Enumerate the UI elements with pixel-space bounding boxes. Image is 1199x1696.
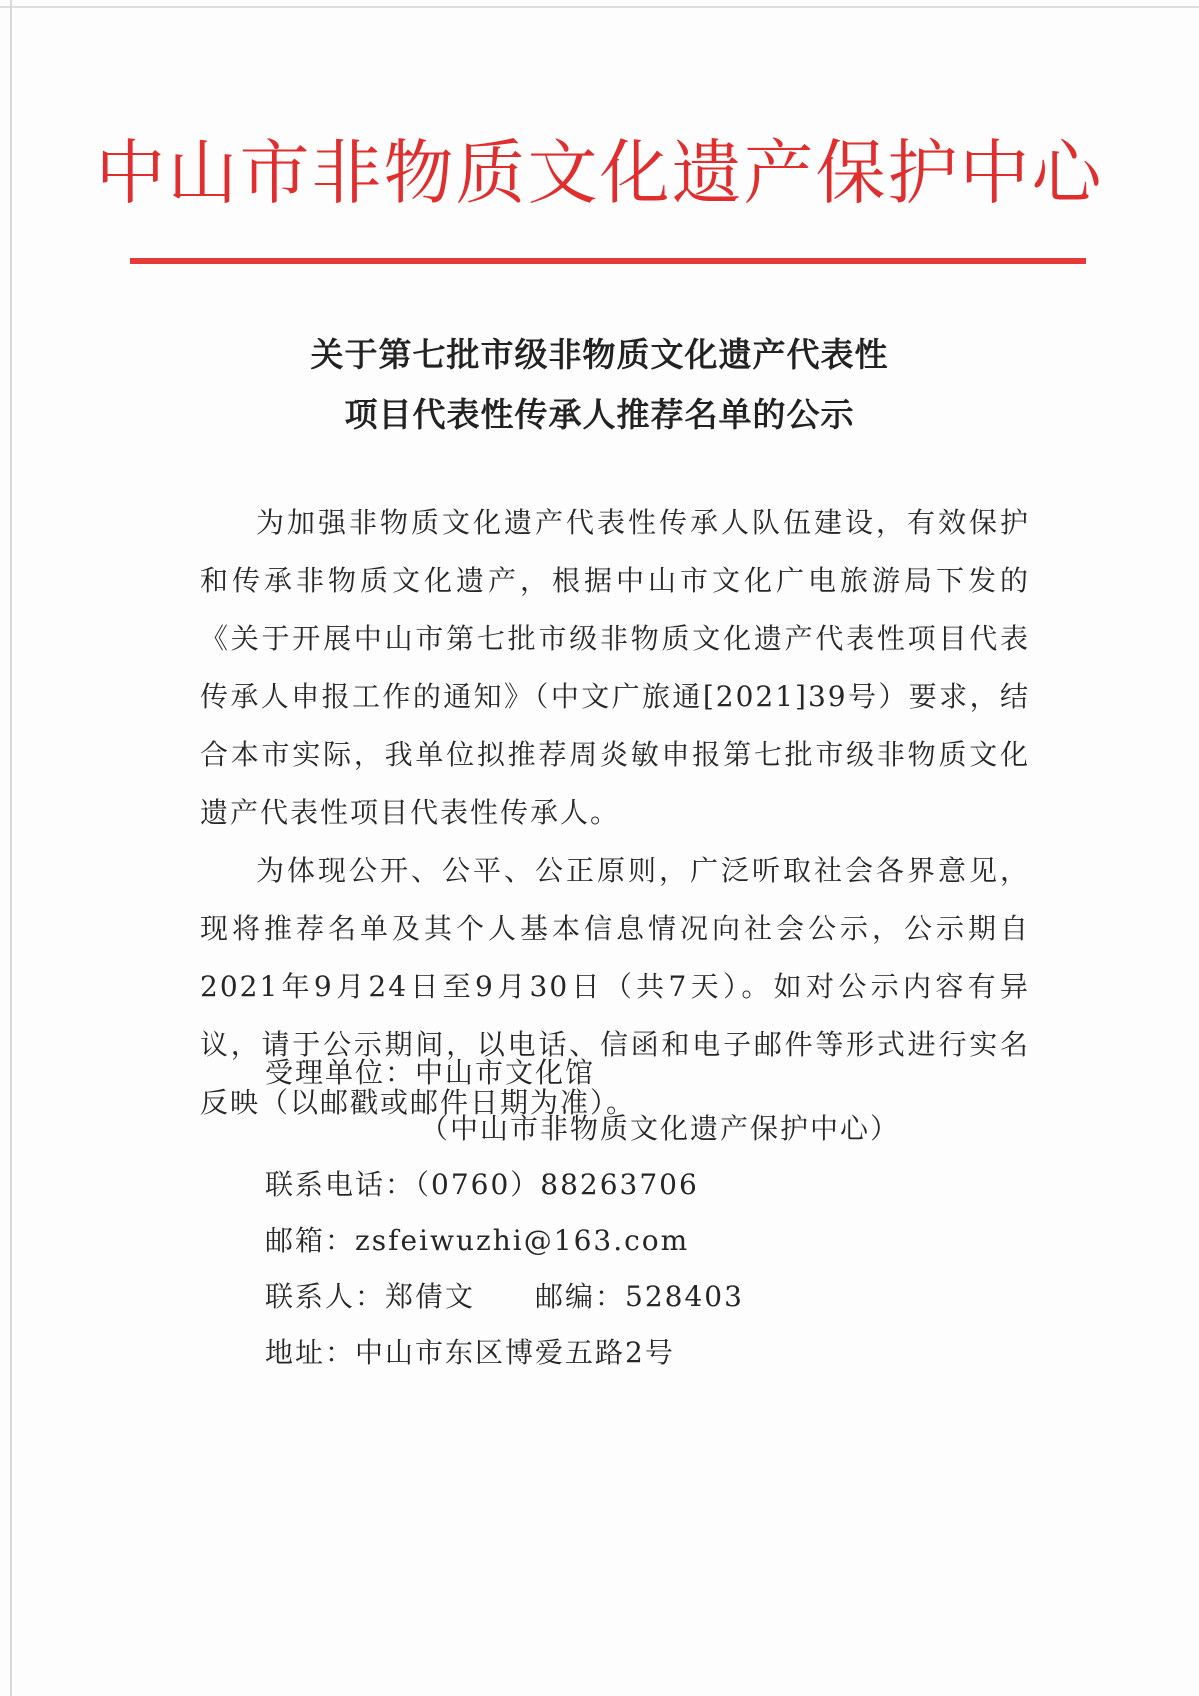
- title-line-2: 项目代表性传承人推荐名单的公示: [344, 395, 855, 434]
- letterhead: 中山市非物质文化遗产保护中心: [95, 132, 1104, 214]
- paragraph-1: 为加强非物质文化遗产代表性传承人队伍建设，有效保护和传承非物质文化遗产，根据中山市文化广电旅游局下发的《关于开展中山市第七批市级非物质文化遗产代表性项目代表传承人申报工作的通知》（中文广旅通[2021]39号）要求，结合本市实际，我单位拟推荐周炎敏申报第七批市级非物质文化遗产代表性项目代表性传承人。: [200, 506, 1030, 829]
- contact-address: 地址：中山市东区博爱五路2号: [265, 1336, 675, 1369]
- contact-phone: 联系电话：（0760）88263706: [265, 1168, 699, 1201]
- contact-unit-note: （中山市非物质文化遗产保护中心）: [420, 1112, 901, 1145]
- contact-email: 邮箱：zsfeiwuzhi@163.com: [265, 1224, 690, 1257]
- body-text: [200, 494, 1030, 1132]
- letterhead-rule: [130, 258, 1086, 264]
- document-title: [0, 325, 1199, 445]
- scan-edge-left: [10, 0, 12, 1696]
- contact-person: 联系人：郑倩文 邮编：528403: [265, 1280, 744, 1313]
- title-line-1: 关于第七批市级非物质文化遗产代表性: [310, 335, 889, 374]
- scan-edge-top: [0, 6, 1199, 8]
- paragraph-2: 为体现公开、公平、公正原则，广泛听取社会各界意见，现将推荐名单及其个人基本信息情况向社会公示，公示期自2021年9月24日至9月30日（共7天）。如对公示内容有异议，请于公示期间，以电话、信函和电子邮件等形式进行实名反映（以邮戳或邮件日期为准）。: [200, 854, 1030, 1119]
- contact-unit: 受理单位：中山市文化馆: [265, 1056, 596, 1089]
